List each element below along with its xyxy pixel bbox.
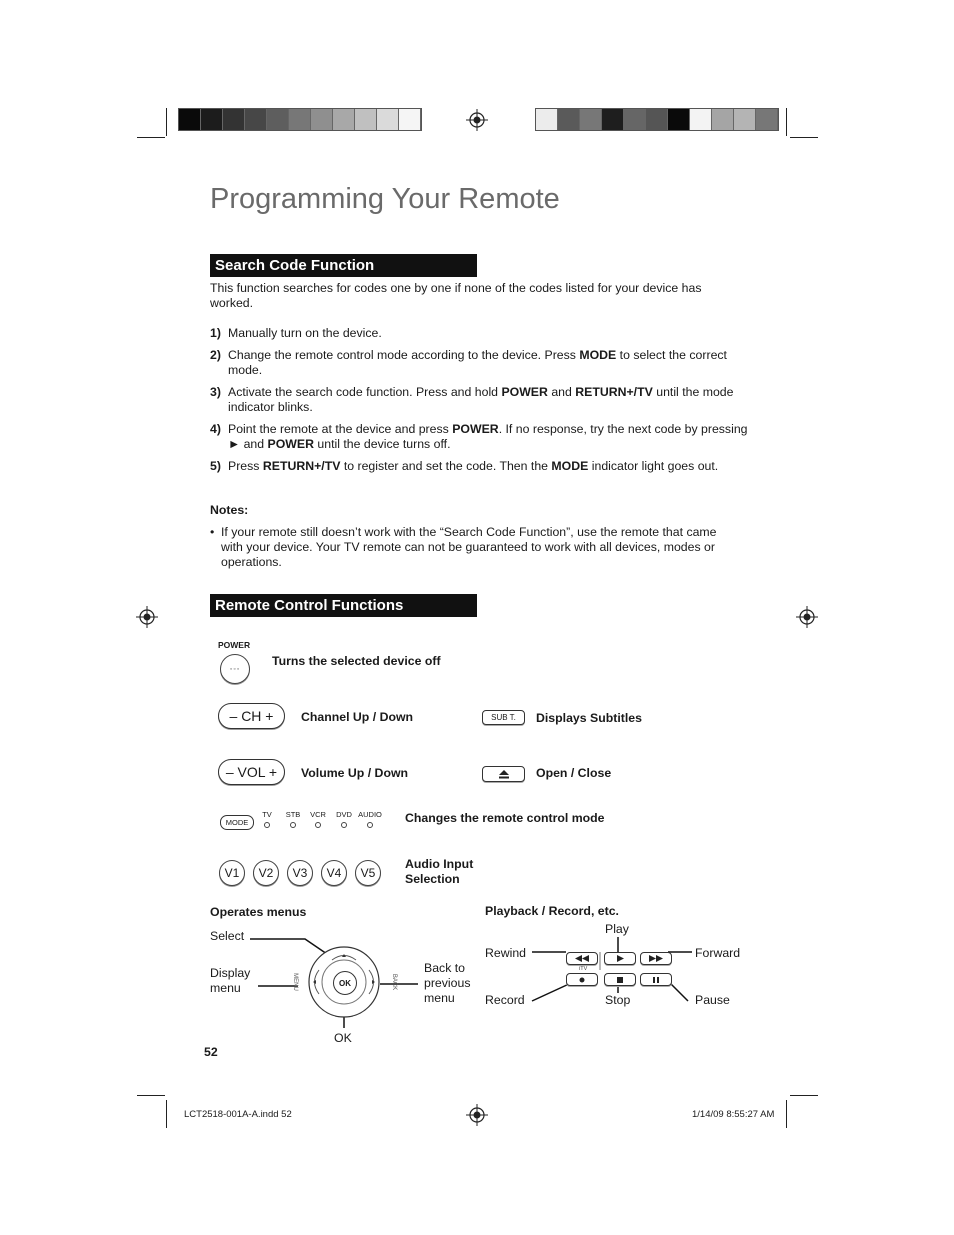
color-bar-left — [178, 108, 422, 131]
fast-forward-icon — [649, 955, 663, 962]
rewind-button[interactable] — [566, 952, 598, 965]
menu-button[interactable]: MENU — [292, 973, 298, 991]
step-1 — [210, 326, 750, 341]
arrow-left-icon — [310, 968, 320, 996]
indicator-light — [264, 822, 270, 828]
mode-label: AUDIO — [358, 810, 382, 819]
bullet: • — [210, 525, 215, 539]
v3-button[interactable]: V3 — [287, 860, 313, 886]
step-text: Point the remote at the device and press — [228, 422, 453, 436]
pause-button[interactable] — [640, 973, 672, 986]
color-swatch — [690, 109, 712, 130]
stop-icon — [617, 977, 623, 983]
power-desc: Turns the selected device off — [272, 654, 441, 668]
step-text: and — [547, 385, 576, 399]
color-swatch — [536, 109, 558, 130]
record-button[interactable] — [566, 973, 598, 986]
color-swatch — [646, 109, 668, 130]
step-text: Activate the search code function. Press and hold — [228, 385, 502, 399]
mode-label: DVD — [336, 810, 352, 819]
itv-label: iTV — [579, 966, 588, 972]
power-button[interactable] — [220, 654, 250, 684]
forward-label: Forward — [695, 946, 741, 960]
indicator-light — [367, 822, 373, 828]
arrow-right-icon — [368, 968, 378, 996]
crop-mark — [786, 108, 787, 136]
step-text: until the device turns off. — [314, 437, 451, 451]
stop-button[interactable] — [604, 973, 636, 986]
note-item — [210, 525, 740, 570]
v1-button[interactable]: V1 — [219, 860, 245, 886]
step-keyword: RETURN+/TV — [262, 459, 341, 473]
registration-mark — [466, 1104, 488, 1126]
page-title: Programming Your Remote — [210, 183, 560, 215]
mode-indicator-vcr — [308, 810, 328, 828]
back-button[interactable]: BACK — [391, 973, 397, 991]
v5-button[interactable]: V5 — [355, 860, 381, 886]
back-label-1: Back to — [424, 961, 466, 975]
color-swatch — [602, 109, 624, 130]
v4-button[interactable]: V4 — [321, 860, 347, 886]
page-number: 52 — [204, 1045, 218, 1059]
step-number: 4) — [210, 422, 221, 436]
color-swatch — [399, 109, 421, 130]
stop-label: Stop — [605, 993, 631, 1007]
registration-mark — [466, 109, 488, 131]
step-text: to select the correct mode. — [228, 348, 727, 377]
remote-functions-heading: Remote Control Functions — [210, 594, 477, 617]
eject-icon — [498, 770, 510, 779]
crop-mark — [790, 137, 818, 138]
crop-mark — [166, 108, 167, 136]
mode-desc: Changes the remote control mode — [405, 811, 605, 825]
select-label: Select — [210, 929, 245, 943]
step-keyword: MODE — [579, 348, 617, 362]
step-text: . If no response, try the next code by pressing ► and — [228, 422, 748, 451]
select-leader — [250, 939, 327, 954]
color-swatch — [712, 109, 734, 130]
play-label: Play — [605, 922, 629, 936]
registration-mark — [796, 606, 818, 628]
pause-icon — [653, 977, 659, 983]
color-swatch — [245, 109, 267, 130]
volume-button[interactable]: – VOL + — [218, 759, 285, 785]
rewind-icon — [575, 955, 589, 962]
crop-mark — [137, 1095, 165, 1096]
v-desc-line1: Audio Input — [405, 857, 474, 871]
indicator-light — [315, 822, 321, 828]
volume-desc: Volume Up / Down — [301, 766, 409, 780]
crop-mark — [166, 1100, 167, 1128]
mode-indicator-stb — [283, 810, 303, 828]
step-text: Press — [228, 459, 263, 473]
step-text: until the mode indicator blinks. — [228, 385, 734, 414]
color-swatch — [668, 109, 690, 130]
step-text: indicator light goes out. — [588, 459, 719, 473]
color-swatch — [624, 109, 646, 130]
play-button[interactable] — [604, 952, 636, 965]
display-menu-label-2: menu — [210, 981, 241, 995]
crop-mark — [786, 1100, 787, 1128]
color-swatch — [333, 109, 355, 130]
v2-button[interactable]: V2 — [253, 860, 279, 886]
crop-mark — [790, 1095, 818, 1096]
step-text: Change the remote control mode according to the device. Press — [228, 348, 580, 362]
color-swatch — [223, 109, 245, 130]
rewind-label: Rewind — [485, 946, 527, 960]
power-icon: ◦◦◦ — [229, 665, 241, 673]
channel-button[interactable]: – CH + — [218, 703, 285, 729]
mode-label: VCR — [310, 810, 326, 819]
step-keyword: POWER — [452, 422, 499, 436]
display-menu-label-1: Display — [210, 966, 251, 980]
mode-label: TV — [262, 810, 272, 819]
color-swatch — [558, 109, 580, 130]
record-label: Record — [485, 993, 525, 1007]
registration-mark — [136, 606, 158, 628]
color-swatch — [267, 109, 289, 130]
search-intro: This function searches for codes one by one if none of the codes listed for your device has worked. — [210, 281, 702, 310]
forward-button[interactable] — [640, 952, 672, 965]
step-number: 1) — [210, 326, 221, 340]
color-swatch — [311, 109, 333, 130]
eject-button[interactable] — [482, 766, 525, 782]
color-swatch — [201, 109, 223, 130]
color-swatch — [756, 109, 778, 130]
back-label-2: previous — [424, 976, 471, 990]
color-swatch — [734, 109, 756, 130]
notes-heading: Notes: — [210, 503, 249, 517]
step-keyword: MODE — [551, 459, 589, 473]
indicator-light — [341, 822, 347, 828]
color-swatch — [580, 109, 602, 130]
channel-desc: Channel Up / Down — [301, 710, 414, 724]
step-number: 2) — [210, 348, 221, 362]
menus-heading: Operates menus — [210, 905, 307, 919]
step-2 — [210, 348, 750, 378]
mode-indicator-audio — [356, 810, 384, 828]
ok-label: OK — [334, 1031, 352, 1045]
nav-left-button[interactable] — [310, 968, 320, 996]
play-icon — [617, 955, 624, 962]
arrow-up-icon — [330, 951, 358, 961]
subtitle-button[interactable]: SUB T. — [482, 710, 525, 725]
step-text: Manually turn on the device. — [228, 326, 382, 340]
color-swatch — [289, 109, 311, 130]
nav-right-button[interactable] — [368, 968, 378, 996]
color-swatch — [355, 109, 377, 130]
step-3 — [210, 385, 750, 415]
step-text: to register and set the code. Then the — [340, 459, 552, 473]
step-number: 5) — [210, 459, 221, 473]
mode-label: STB — [285, 810, 301, 819]
ok-button[interactable]: OK — [333, 971, 357, 995]
step-4 — [210, 422, 750, 452]
mode-indicator-tv — [258, 810, 276, 828]
step-keyword: RETURN+/TV — [575, 385, 653, 399]
color-bar-right — [535, 108, 779, 131]
pause-label: Pause — [695, 993, 730, 1007]
nav-up-button[interactable] — [330, 948, 358, 958]
power-label: POWER — [218, 640, 251, 650]
color-swatch — [377, 109, 399, 130]
playback-leaders — [520, 935, 700, 1005]
mode-button[interactable]: MODE — [220, 815, 254, 830]
back-label-3: menu — [424, 991, 455, 1005]
v-desc-line2: Selection — [405, 872, 460, 886]
search-code-heading: Search Code Function — [210, 254, 477, 277]
note-text: If your remote still doesn’t work with the “Search Code Function”, use the remote that came with your device. Your TV remote can not be guaranteed to work with all devices, modes or operations. — [221, 525, 717, 569]
footer-date: 1/14/09 8:55:27 AM — [692, 1109, 775, 1120]
playback-heading: Playback / Record, etc. — [485, 904, 619, 918]
step-keyword: POWER — [501, 385, 548, 399]
step-5 — [210, 459, 750, 474]
eject-desc: Open / Close — [536, 766, 612, 780]
step-number: 3) — [210, 385, 221, 399]
footer-file: LCT2518-001A-A.indd 52 — [184, 1109, 292, 1120]
crop-mark — [137, 137, 165, 138]
step-keyword: POWER — [267, 437, 314, 451]
indicator-light — [290, 822, 296, 828]
record-icon — [579, 977, 585, 983]
subtitle-desc: Displays Subtitles — [536, 711, 642, 725]
mode-indicator-dvd — [334, 810, 354, 828]
color-swatch — [179, 109, 201, 130]
